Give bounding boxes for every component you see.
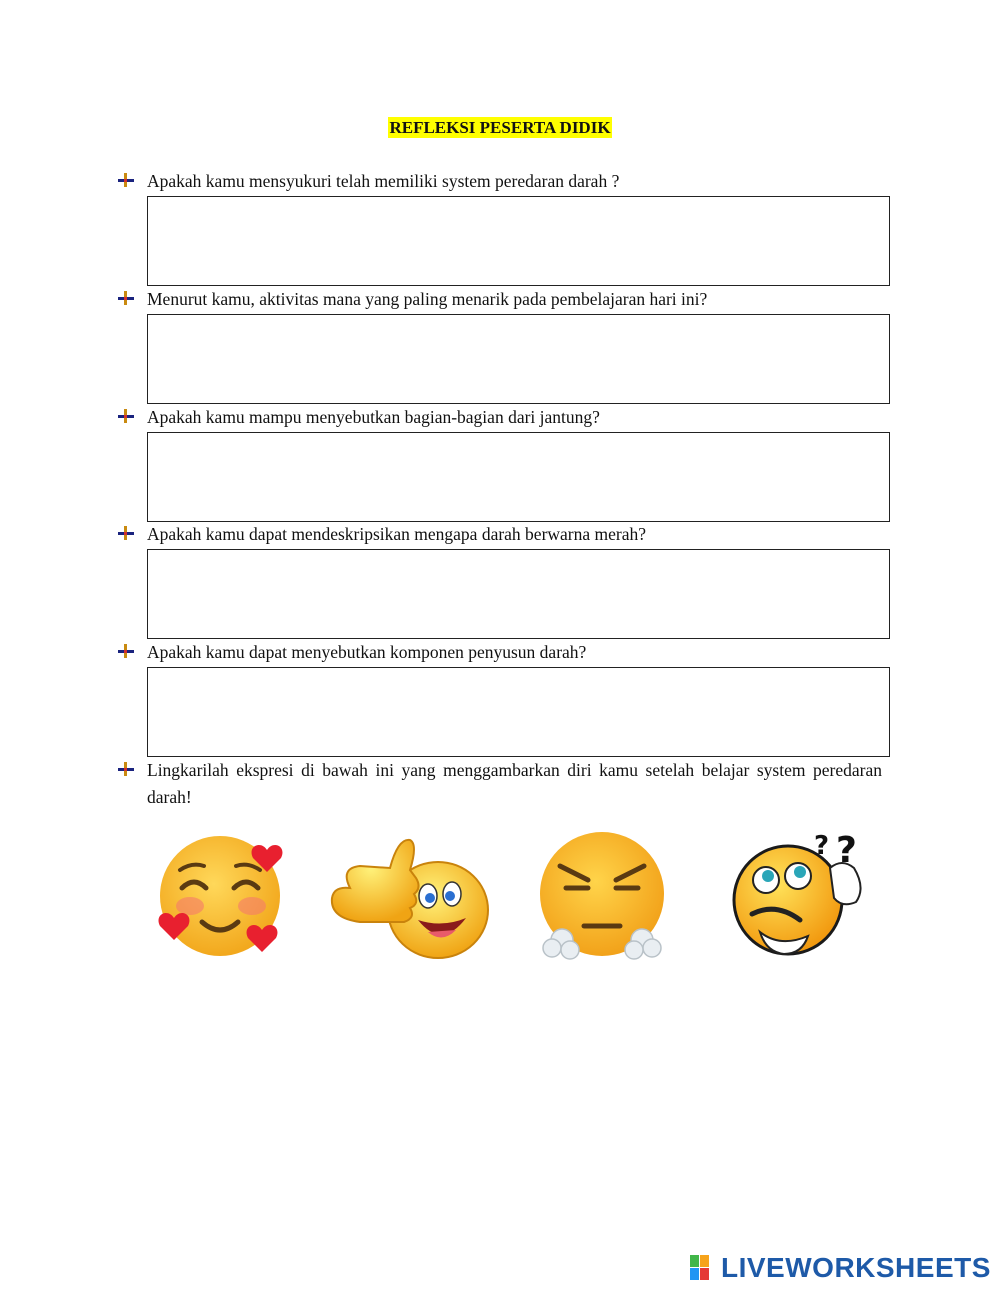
thumbs-up-smiley-icon[interactable] xyxy=(320,828,490,963)
title-highlight: REFLEKSI PESERTA DIDIK xyxy=(389,118,611,137)
bullet-plus-icon xyxy=(118,762,134,776)
question-text: Apakah kamu mampu menyebutkan bagian-bagian dari jantung? xyxy=(147,407,600,427)
question-block-4 xyxy=(118,521,898,639)
question-row xyxy=(118,521,898,548)
question-text: Menurut kamu, aktivitas mana yang paling menarik pada pembelajaran hari ini? xyxy=(147,289,708,309)
question-text: Apakah kamu mensyukuri telah memiliki system peredaran darah ? xyxy=(147,171,620,191)
smiling-face-with-hearts-icon[interactable] xyxy=(152,828,292,963)
thinking-confused-face-icon[interactable] xyxy=(730,828,870,963)
answer-box-1[interactable] xyxy=(147,196,890,286)
question-text: Apakah kamu dapat mendeskripsikan mengapa darah berwarna merah? xyxy=(147,524,647,544)
answer-box-4[interactable] xyxy=(147,549,890,639)
svg-text:?: ? xyxy=(814,831,830,861)
liveworksheets-logo[interactable] xyxy=(690,1252,991,1284)
svg-text:?: ? xyxy=(836,830,857,871)
question-row xyxy=(118,757,898,811)
bullet-plus-icon xyxy=(118,409,134,423)
question-block-5 xyxy=(118,639,898,757)
brand-text: LIVEWORKSHEETS xyxy=(721,1252,991,1283)
answer-box-2[interactable] xyxy=(147,314,890,404)
question-row xyxy=(118,639,898,666)
bullet-plus-icon xyxy=(118,291,134,305)
bullet-plus-icon xyxy=(118,173,134,187)
liveworksheets-logo-icon xyxy=(690,1255,718,1281)
angry-face-steam-icon[interactable] xyxy=(532,828,672,963)
question-row xyxy=(118,404,898,431)
question-row xyxy=(118,286,898,313)
worksheet-title xyxy=(0,118,1000,138)
question-block-1 xyxy=(118,168,898,286)
bullet-plus-icon xyxy=(118,644,134,658)
final-instruction-block xyxy=(118,757,898,811)
final-instruction-text: Lingkarilah ekspresi di bawah ini yang menggambarkan diri kamu setelah belajar system peredaran darah! xyxy=(147,760,882,807)
question-text: Apakah kamu dapat menyebutkan komponen penyusun darah? xyxy=(147,642,587,662)
answer-box-5[interactable] xyxy=(147,667,890,757)
answer-box-3[interactable] xyxy=(147,432,890,522)
question-row xyxy=(118,168,898,195)
question-block-2 xyxy=(118,286,898,404)
question-block-3 xyxy=(118,404,898,522)
bullet-plus-icon xyxy=(118,526,134,540)
